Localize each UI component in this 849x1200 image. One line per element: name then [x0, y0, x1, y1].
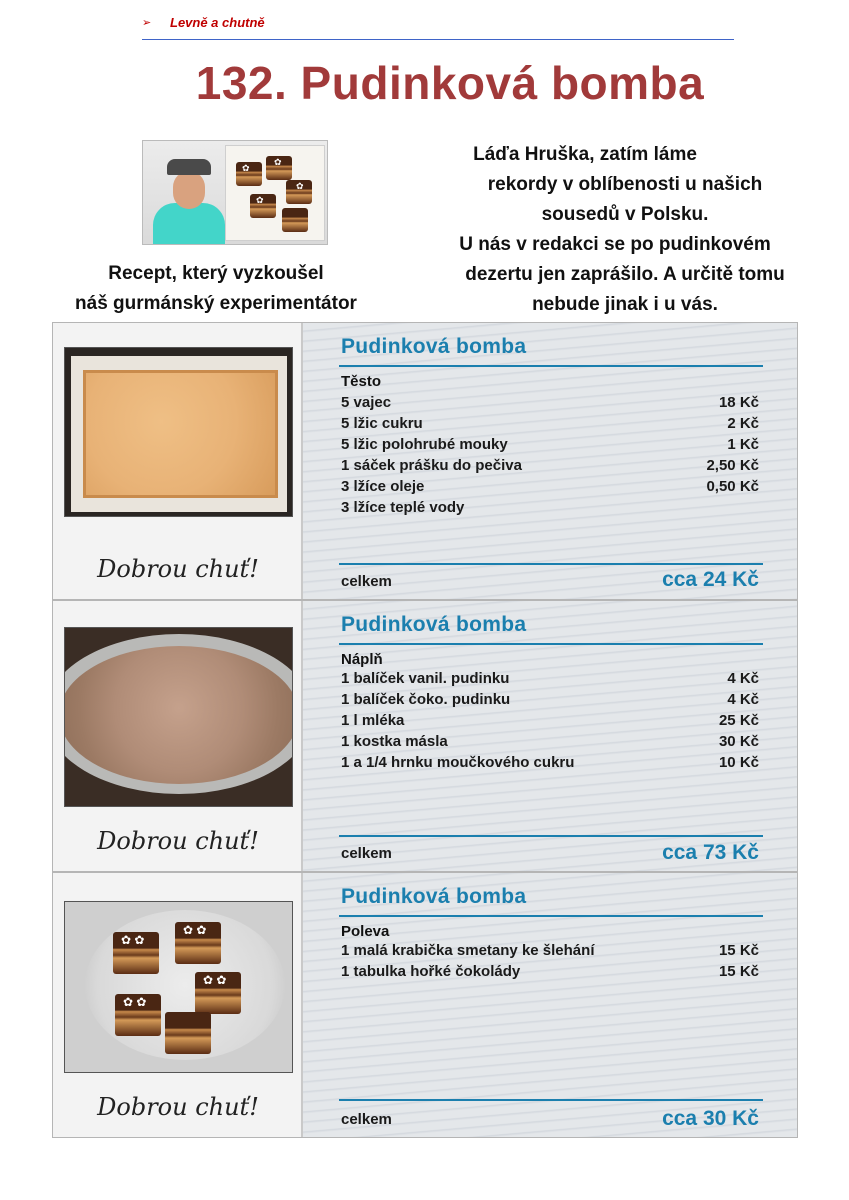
section-heading: Náplň [341, 651, 383, 668]
photo-column [53, 601, 303, 871]
intro-right-line: U nás v redakci se po pudinkovém [459, 234, 771, 255]
ingredient-row [341, 457, 759, 478]
total-value: cca 30 Kč [662, 1107, 759, 1130]
intro-left [26, 259, 406, 319]
ingredient-name: 1 balíček čoko. pudinku [341, 691, 511, 708]
ingredient-price: 2,50 Kč [706, 457, 759, 474]
ingredient-name: 1 l mléka [341, 712, 405, 729]
ingredient-name: 5 vajec [341, 394, 392, 411]
total-label: celkem [341, 845, 392, 862]
ingredient-panel [303, 323, 797, 599]
intro-right-line: rekordy v oblíbenosti u našich [487, 174, 763, 195]
ingredient-name: 3 lžíce oleje [341, 478, 425, 495]
page-header [142, 12, 734, 40]
recipe-card-filling [52, 600, 798, 872]
ingredient-list [341, 670, 759, 775]
ingredient-row [341, 415, 759, 436]
ingredient-row [341, 670, 759, 691]
ingredient-name: 1 tabulka hořké čokolády [341, 963, 521, 980]
ingredient-price: 15 Kč [718, 963, 759, 980]
arrow-bullet-icon: ➢ [142, 17, 152, 29]
ingredient-row [341, 754, 759, 775]
ingredient-price: 25 Kč [718, 712, 759, 729]
ingredient-row [341, 436, 759, 457]
ingredient-name: 5 lžic cukru [341, 415, 423, 432]
signature: Dobrou chuť! [97, 1093, 259, 1121]
ingredient-row [341, 691, 759, 712]
ingredient-price: 18 Kč [718, 394, 759, 411]
ingredient-price: 4 Kč [727, 670, 759, 687]
photo-column [53, 873, 303, 1137]
intro-right-line: Láďa Hruška, zatím láme [473, 144, 697, 165]
section-heading: Těsto [341, 373, 382, 390]
intro-left-line: Recept, který vyzkoušel [108, 263, 324, 284]
total-label: celkem [341, 573, 392, 590]
intro-left-line: náš gurmánský experimentátor [75, 293, 357, 314]
recipe-card-glaze [52, 872, 798, 1138]
ingredient-name: 3 lžíce teplé vody [341, 499, 465, 516]
ingredient-price: 10 Kč [718, 754, 759, 771]
ingredient-name: 5 lžic polohrubé mouky [341, 436, 508, 453]
ingredient-row [341, 394, 759, 415]
ingredient-row [341, 963, 759, 984]
ingredient-price: 2 Kč [727, 415, 759, 432]
ingredient-list [341, 394, 759, 520]
card-title: Pudinková bomba [341, 335, 527, 358]
ingredient-name: 1 malá krabička smetany ke šlehání [341, 942, 595, 959]
total-value: cca 24 Kč [662, 568, 759, 591]
signature: Dobrou chuť! [97, 555, 259, 583]
recipe-card-dough [52, 322, 798, 600]
intro-right-line: nebude jinak i u vás. [532, 294, 718, 315]
total-label: celkem [341, 1111, 392, 1128]
intro-right [400, 140, 849, 320]
ingredient-price: 30 Kč [718, 733, 759, 750]
page-title: 132. Pudinková bomba [195, 57, 705, 109]
ingredient-panel [303, 601, 797, 871]
card-title: Pudinková bomba [341, 613, 527, 636]
ingredient-price: 0,50 Kč [706, 478, 759, 495]
dessert-cubes-photo: ✿ ✿ ✿ ✿ ✿ ✿ ✿ ✿ [64, 901, 293, 1073]
author-photo [142, 140, 328, 245]
intro-right-line: dezertu jen zaprášilo. A určitě tomu [465, 264, 785, 285]
intro-right-line: sousedů v Polsku. [541, 204, 709, 225]
ingredient-price: 15 Kč [718, 942, 759, 959]
card-title: Pudinková bomba [341, 885, 527, 908]
dessert-thumbnail: ✿ ✿ ✿ ✿ [225, 145, 325, 241]
ingredient-row [341, 478, 759, 499]
ingredient-name: 1 a 1/4 hrnku moučkového cukru [341, 754, 575, 771]
section-heading: Poleva [341, 923, 390, 940]
ingredient-row [341, 712, 759, 733]
series-title: Levně a chutně [170, 15, 265, 30]
ingredient-row [341, 499, 759, 520]
ingredient-row [341, 942, 759, 963]
ingredient-row [341, 733, 759, 754]
ingredient-name: 1 balíček vanil. pudinku [341, 670, 510, 687]
total-value: cca 73 Kč [662, 841, 759, 864]
pudding-pot-photo [64, 627, 293, 807]
sponge-cake-photo [64, 347, 293, 517]
ingredient-name: 1 sáček prášku do pečiva [341, 457, 522, 474]
ingredient-list [341, 942, 759, 984]
ingredient-name: 1 kostka másla [341, 733, 448, 750]
ingredient-price: 4 Kč [727, 691, 759, 708]
ingredient-price: 1 Kč [727, 436, 759, 453]
ingredient-panel [303, 873, 797, 1137]
signature: Dobrou chuť! [97, 827, 259, 855]
photo-column [53, 323, 303, 599]
